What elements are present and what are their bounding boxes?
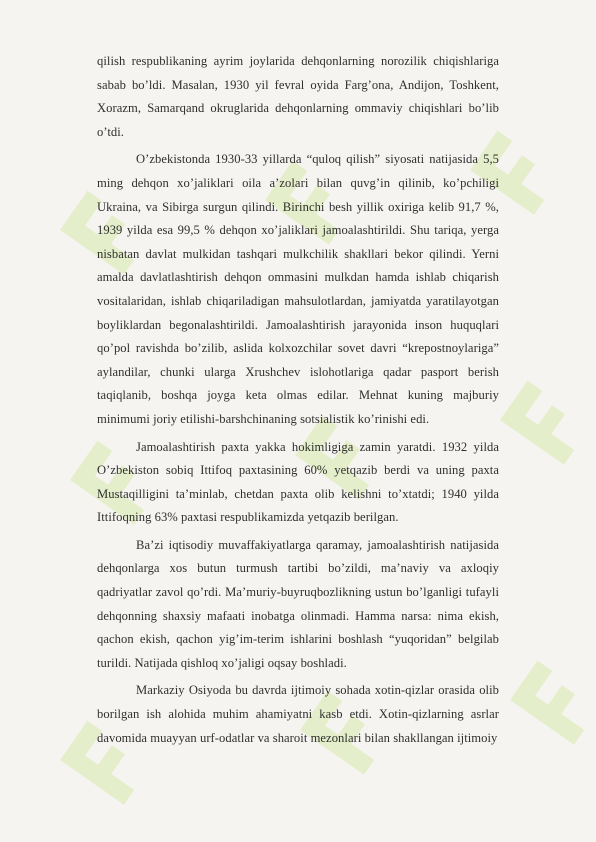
paragraph-5: Markaziy Osiyoda bu davrda ijtimoiy sohada xotin-qizlar orasida olib borilgan ish alohida muhim ahamiyatni kasb etdi. Xotin-qizlarning asrlar davomida muayyan urf-odatlar va sharoit mezonlari bilan shakllangan ijtimoiy	[97, 683, 499, 745]
paragraph-4: Ba’zi iqtisodiy muvaffakiyatlarga qaramay, jamoalashtirish natijasida dehqonlarga xos butun turmush tartibi bo’zildi, ma’naviy va axloqiy qadriyatlar zavol qo’rdi. Ma’muriy-buyruqbozlikning ustun bo’lganligi tufayli dehqonning shaxsiy mafaati inobatga olinmadi. Hamma narsa: nima ekish, qachon ekish, qachon yig’im-terim ishlarini boshlash “yuqoridan” belgilab turildi. Natijada qishloq xo’jaligi oqsay boshladi.	[97, 537, 499, 670]
paragraph-3: Jamoalashtirish paxta yakka hokimligiga zamin yaratdi. 1932 yilda O’zbekiston sobiq Ittifoq paxtasining 60% yetqazib berdi va uning paxta Mustaqilligini ta’minlab, chetdan paxta olib kelishni to’xtatdi; 1940 yilda Ittifoqning 63% paxtasi respublikamizda yetqazib berilgan.	[97, 439, 499, 525]
watermark-mark	[510, 661, 596, 745]
watermark-mark	[500, 381, 591, 465]
document-body	[97, 50, 499, 754]
paragraph-1: qilish respublikaning ayrim joylarida dehqonlarning norozilik chiqishlariga sabab bo’ldi. Masalan, 1930 yil fevral oyida Farg’ona, Andijon, Toshkent, Xorazm, Samarqand okruglarida dehqonlarning ommaviy chiqishlari bo’lib o’tdi.	[97, 54, 499, 139]
paragraph-2: O’zbekistonda 1930-33 yillarda “quloq qilish” siyosati natijasida 5,5 ming dehqon xo’jaliklari oila a’zolari bilan quvg’in qilinib, ko’pchiligi Ukraina, va Sibirga surgun qilindi. Birinchi besh yillik oxiriga kelib 91,7 %, 1939 yilda esa 99,5 % dehqon xo’jaliklari jamoalashtirildi. Shu tariqa, yerga nisbatan davlat mulkidan tashqari mulkchilik shakllari bekor qilindi. Yerni amalda davlatlashtirish dehqon ommasini mulkdan hamda ishlab chiqarish vositalaridan, ishlab chiqariladigan mahsulotlardan, jamiyatda yaratilayotgan boyliklardan begonalashtirildi. Jamoalashtirish jarayonida inson huquqlari qo’pol ravishda bo’zilib, aslida kolxozchilar sovet davri “krepostnoylariga” aylandilar, chunki ularga Xrushchev islohotlariga qadar pasport berish taqiqlanib, boshqa joyga keta olmas edilar. Mehnat kuning majburiy minimumi joriy etilishi-barshchinaning sotsialistik ko’rinishi edi.	[97, 152, 499, 426]
